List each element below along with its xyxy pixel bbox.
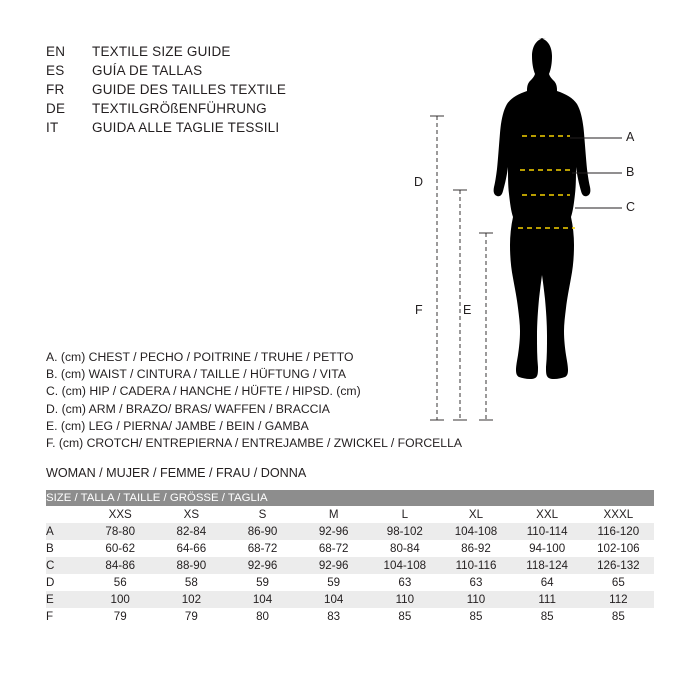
cell-c-xxs: 84-86 — [105, 559, 136, 572]
cell-c-xl: 110-116 — [455, 559, 497, 572]
cell-f-xxl: 85 — [540, 610, 554, 623]
language-row — [46, 82, 366, 101]
size-header-xxxl: XXXL — [603, 508, 634, 521]
language-row — [46, 63, 366, 82]
row-label-f: F — [46, 610, 54, 623]
cell-a-l: 98-102 — [386, 525, 423, 538]
cell-e-xxs: 100 — [110, 593, 130, 606]
language-title: TEXTILE SIZE GUIDE — [92, 44, 231, 59]
cell-c-s: 92-96 — [247, 559, 278, 572]
language-header-block — [46, 44, 366, 139]
cell-f-xxs: 79 — [113, 610, 127, 623]
size-header-xxl: XXL — [536, 508, 559, 521]
size-table-title: SIZE / TALLA / TAILLE / GRÖSSE / TAGLIA — [46, 490, 654, 506]
cell-e-s: 104 — [252, 593, 273, 606]
size-header-l: L — [401, 508, 409, 521]
cell-b-l: 80-84 — [390, 542, 420, 555]
table-row — [46, 608, 654, 625]
row-label-c: C — [46, 559, 55, 572]
cell-b-s: 68-72 — [247, 542, 278, 555]
cell-a-xxs: 78-80 — [105, 525, 136, 538]
language-title: GUIDE DES TAILLES TEXTILE — [92, 82, 287, 97]
table-row — [46, 557, 654, 574]
language-code: IT — [46, 120, 59, 135]
marker-label-e: E — [463, 303, 472, 317]
cell-f-s: 80 — [256, 610, 269, 623]
legend-line-d: D. (cm) ARM / BRAZO/ BRAS/ WAFFEN / BRACCIA — [46, 401, 330, 416]
cell-a-xl: 104-108 — [454, 525, 498, 538]
cell-e-m: 104 — [324, 593, 344, 606]
legend-line-c: C. (cm) HIP / CADERA / HANCHE / HÜFTE / HIPSD. (cm) — [46, 384, 361, 399]
cell-f-l: 85 — [398, 610, 412, 623]
language-row — [46, 101, 366, 120]
legend-line-b: B. (cm) WAIST / CINTURA / TAILLE / HÜFTUNG / VITA — [46, 367, 346, 382]
cell-c-m: 92-96 — [318, 559, 349, 572]
table-row — [46, 523, 654, 540]
size-header-s: S — [258, 508, 267, 521]
cell-c-xxl: 118-124 — [526, 559, 568, 572]
cell-a-xxl: 110-114 — [526, 525, 568, 538]
cell-b-m: 68-72 — [318, 542, 349, 555]
measurement-legend — [46, 349, 466, 452]
cell-d-m: 59 — [327, 576, 341, 589]
legend-line-f: F. (cm) CROTCH/ ENTREPIERNA / ENTREJAMBE / ZWICKEL / FORCELLA — [46, 436, 462, 451]
row-label-a: A — [46, 525, 54, 538]
table-size-header-row — [46, 506, 654, 523]
cell-c-xxxl: 126-132 — [597, 559, 640, 572]
row-label-e: E — [46, 593, 54, 606]
row-label-empty — [46, 506, 85, 523]
size-header-xl: XL — [468, 508, 484, 521]
row-label-d: D — [46, 576, 55, 589]
cell-e-l: 110 — [395, 593, 415, 606]
cell-a-xs: 82-84 — [176, 525, 207, 538]
marker-label-b: B — [626, 165, 635, 179]
cell-e-xxl: 111 — [538, 593, 556, 606]
cell-a-xxxl: 116-120 — [597, 525, 640, 538]
marker-label-d: D — [414, 175, 424, 189]
table-header-band — [46, 490, 654, 506]
cell-d-xxs: 56 — [113, 576, 127, 589]
marker-label-a: A — [626, 130, 635, 144]
cell-f-xs: 79 — [184, 610, 198, 623]
cell-f-xxxl: 85 — [611, 610, 625, 623]
cell-d-xs: 58 — [184, 576, 198, 589]
language-code: ES — [46, 63, 65, 78]
cell-f-xl: 85 — [469, 610, 483, 623]
size-header-xs: XS — [183, 508, 200, 521]
language-title: GUIDA ALLE TAGLIE TESSILI — [92, 120, 280, 135]
group-label-woman: WOMAN / MUJER / FEMME / FRAU / DONNA — [46, 466, 307, 480]
language-code: EN — [46, 44, 66, 59]
legend-line-a: A. (cm) CHEST / PECHO / POITRINE / TRUHE / PETTO — [46, 350, 354, 364]
cell-e-xxxl: 112 — [609, 593, 628, 606]
language-code: DE — [46, 101, 66, 116]
language-code: FR — [46, 82, 65, 97]
cell-f-m: 83 — [327, 610, 341, 623]
cell-b-xs: 64-66 — [176, 542, 207, 555]
cell-e-xs: 102 — [181, 593, 202, 606]
cell-d-xxl: 64 — [540, 576, 554, 589]
cell-e-xl: 110 — [466, 593, 486, 606]
female-body-silhouette — [494, 38, 591, 379]
cell-c-xs: 88-90 — [176, 559, 207, 572]
cell-c-l: 104-108 — [383, 559, 427, 572]
table-row — [46, 540, 654, 557]
table-row — [46, 591, 654, 608]
cell-b-xl: 86-92 — [461, 542, 491, 555]
size-header-m: M — [328, 508, 339, 521]
language-row — [46, 120, 366, 139]
size-header-xxs: XXS — [108, 508, 132, 521]
marker-label-f: F — [415, 303, 423, 317]
row-label-b: B — [46, 542, 54, 555]
cell-d-xxxl: 65 — [611, 576, 625, 589]
language-title: TEXTILGRÖßENFÜHRUNG — [92, 101, 267, 116]
cell-d-xl: 63 — [469, 576, 483, 589]
marker-label-c: C — [626, 200, 636, 214]
cell-a-m: 92-96 — [318, 525, 349, 538]
legend-line-e: E. (cm) LEG / PIERNA/ JAMBE / BEIN / GAMBA — [46, 418, 309, 433]
cell-d-s: 59 — [256, 576, 269, 589]
size-table — [46, 490, 654, 625]
cell-a-s: 86-90 — [247, 525, 278, 538]
cell-d-l: 63 — [398, 576, 412, 589]
cell-b-xxxl: 102-106 — [597, 542, 640, 555]
table-row — [46, 574, 654, 591]
language-title: GUÍA DE TALLAS — [92, 63, 203, 78]
cell-b-xxl: 94-100 — [529, 542, 566, 555]
cell-b-xxs: 60-62 — [105, 542, 136, 555]
language-row — [46, 44, 366, 63]
